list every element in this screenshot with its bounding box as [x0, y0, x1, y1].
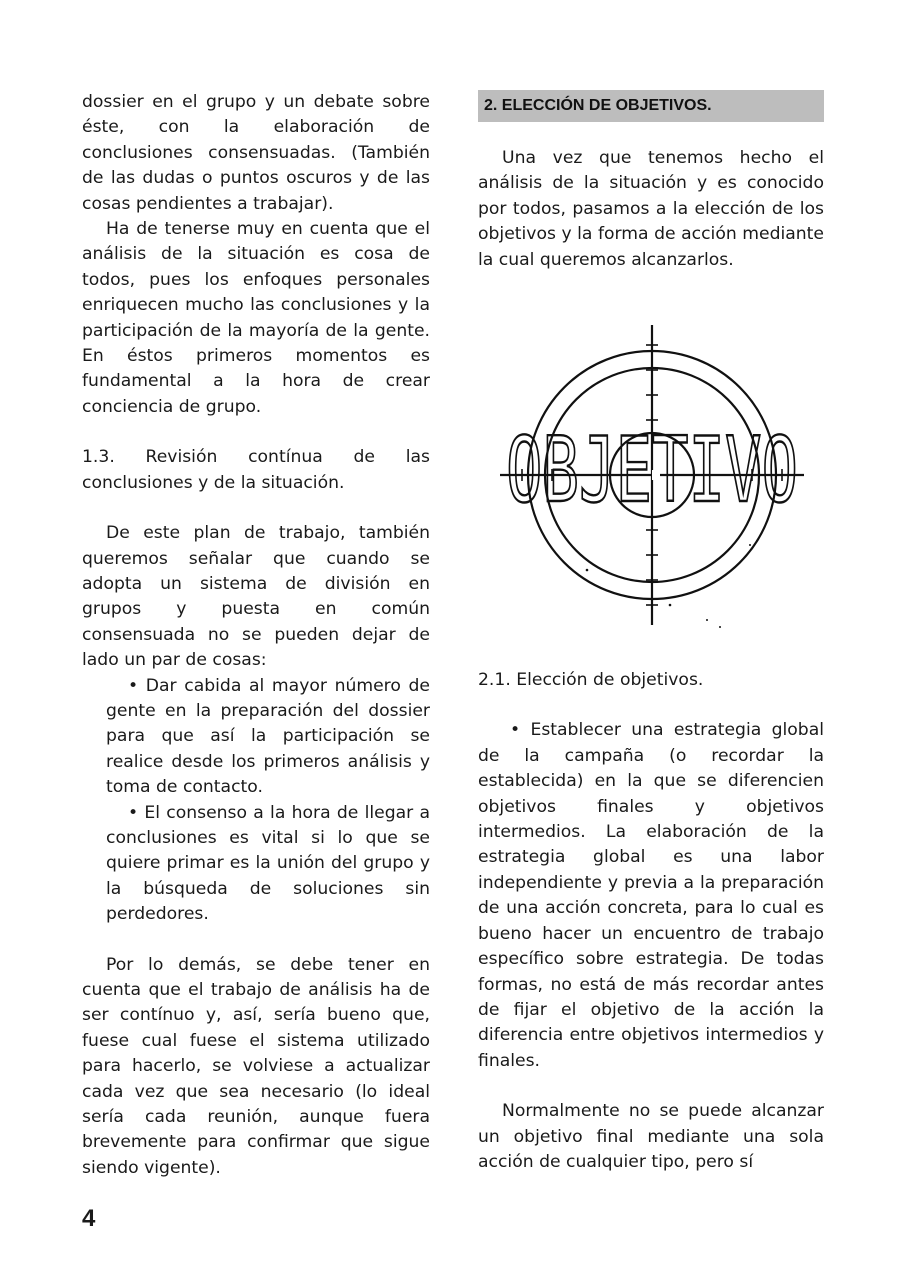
target-icon — [492, 315, 812, 635]
objetivo-text: OBJETIVO — [506, 418, 798, 524]
paragraph: Normalmente no se puede alcanzar un objetivo final mediante una sola acción de cualquier tipo, pero sí — [478, 1101, 824, 1172]
subheading: 2.1. Elección de objetivos. — [478, 670, 704, 691]
bullet-item: • Establecer una estrategia global de la campaña (o recordar la establecida) en la que se diferencien objetivos finales y objetivos intermedios. La elaboración de la estrategia global es una labor independiente y previa a la preparación de una acción concreta, para lo cual es bueno hacer un encuentro de trabajo específico sobre estrategia. De todas formas, no está de más recordar antes de fijar el objetivo de la acción la diferencia entre objetivos intermedios y finales. — [478, 718, 824, 1074]
paragraph: Por lo demás, se debe tener en cuenta que el trabajo de análisis ha de ser contínuo y, así, sería bueno que, fuese cual fuese el sistema utilizado para hacerlo, se volviese a actualizar cada vez que sea necesario (lo ideal sería cada reunión, aunque fuera brevemente para confirmar que sigue siendo vigente). — [82, 954, 430, 1178]
paragraph: Ha de tenerse muy en cuenta que el análisis de la situación es cosa de todos, pues los enfoques personales enriquecen mucho las conclusiones y la participación de la mayoría de la gente. En éstos primeros momentos es fundamental a la hora de crear conciencia de grupo. — [82, 219, 430, 417]
paragraph: Una vez que tenemos hecho el análisis de la situación y es conocido por todos, pasamos a la elección de los objetivos y la forma de acción mediante la cual queremos alcanzarlos. — [478, 148, 824, 270]
page-number: 4 — [82, 1205, 96, 1232]
bullet-item: • El consenso a la hora de llegar a conclusiones es vital si lo que se quiere primar es la unión del grupo y la búsqueda de soluciones sin perdedores. — [106, 801, 430, 928]
bullet-list — [82, 674, 430, 928]
paragraph: De este plan de trabajo, también queremos señalar que cuando se adopta un sistema de división en grupos y puesta en común consensuada no se pueden dejar de lado un par de cosas: — [82, 523, 430, 671]
paragraph: dossier en el grupo y un debate sobre éste, con la elaboración de conclusiones consensuadas. (También de las dudas o puntos oscuros y de las cosas pendientes a trabajar). — [82, 92, 430, 214]
section-heading: 2. ELECCIÓN DE OBJETIVOS. — [478, 90, 824, 122]
objetivo-figure — [478, 273, 824, 668]
right-column — [478, 90, 824, 1175]
left-column — [82, 90, 430, 1181]
subheading: 1.3. Revisión contínua de las conclusiones y de la situación. — [82, 447, 430, 493]
bullet-item: • Dar cabida al mayor número de gente en la preparación del dossier para que así la participación se realice desde los primeros análisis y toma de contacto. — [106, 674, 430, 801]
